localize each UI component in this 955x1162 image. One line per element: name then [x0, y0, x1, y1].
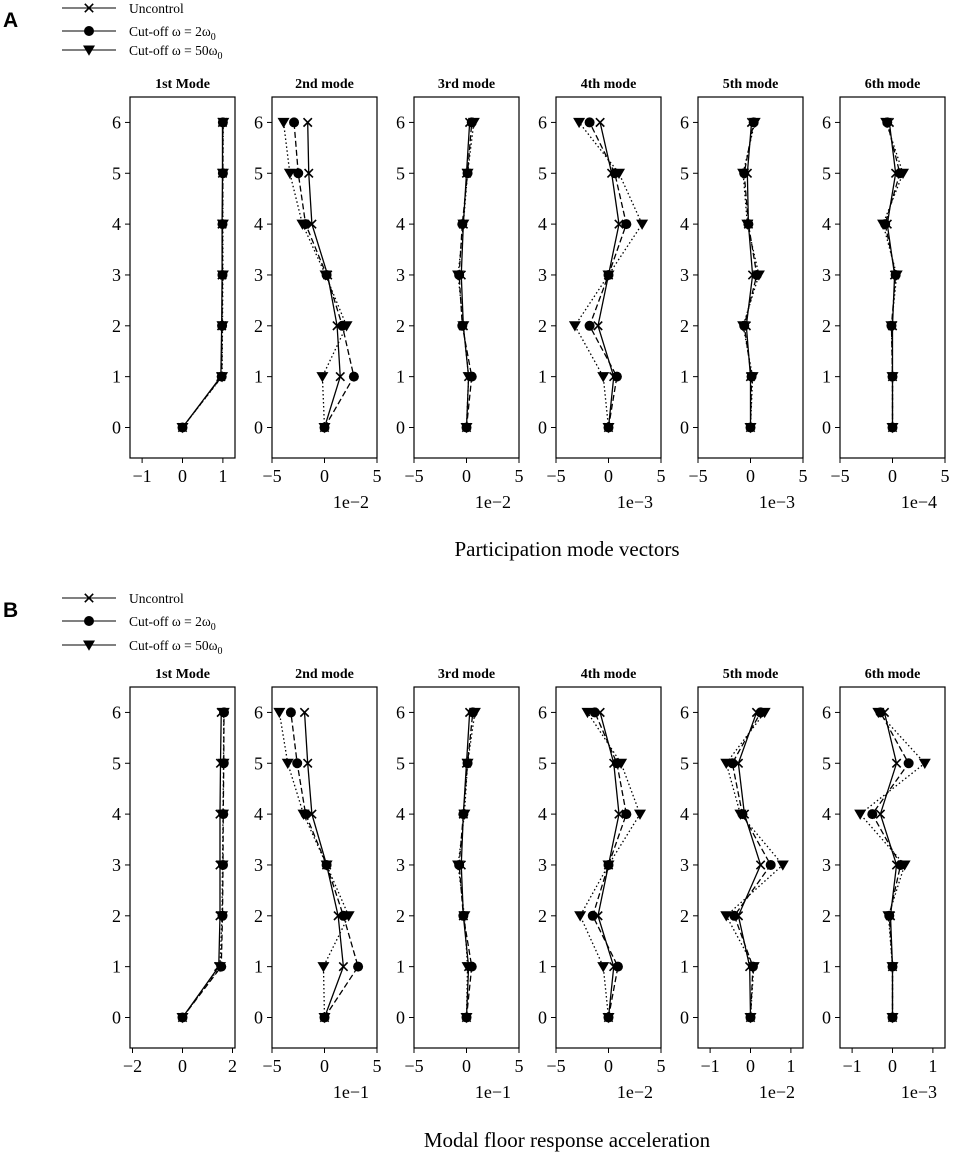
series-3 — [720, 708, 789, 1023]
y-tick-label: 3 — [112, 264, 121, 285]
data-point — [585, 321, 595, 331]
y-tick-label: 6 — [112, 702, 121, 723]
y-tick-label: 4 — [396, 804, 405, 825]
subplot-6 — [822, 667, 945, 1102]
y-tick-label: 3 — [112, 854, 121, 875]
y-tick-label: 6 — [680, 112, 689, 133]
x-tick-label: 5 — [514, 1056, 524, 1076]
x-scale-label: 1e−2 — [474, 492, 511, 512]
legend-label-text: Cut-off ω = 50ω — [129, 638, 218, 653]
data-point — [597, 372, 609, 382]
subplot-title: 2nd mode — [295, 667, 354, 682]
data-point — [766, 860, 776, 870]
subplot-5 — [680, 667, 803, 1102]
data-point — [597, 962, 609, 972]
y-tick-label: 2 — [254, 315, 263, 336]
data-point — [574, 911, 586, 921]
subplot-2 — [254, 77, 382, 512]
data-point — [316, 372, 328, 382]
axes-frame — [414, 97, 519, 458]
legend-marker-triangle — [83, 641, 95, 651]
legend-label-2 — [129, 638, 223, 657]
y-tick-label: 1 — [396, 956, 405, 977]
x-tick-label: 5 — [372, 466, 382, 486]
data-point — [349, 372, 359, 382]
panel-a — [3, 1, 950, 561]
y-tick-label: 1 — [396, 366, 405, 387]
data-point — [292, 758, 302, 768]
axes-frame — [414, 687, 519, 1048]
y-tick-label: 0 — [112, 1007, 121, 1028]
x-tick-label: −5 — [404, 466, 424, 486]
subplot-4 — [538, 77, 666, 512]
x-scale-label: 1e−4 — [900, 492, 937, 512]
y-tick-label: 2 — [112, 315, 121, 336]
data-point — [273, 708, 285, 718]
subplot-3 — [396, 77, 524, 512]
data-point — [585, 117, 595, 127]
y-tick-label: 5 — [254, 163, 263, 184]
panel-label: A — [3, 9, 19, 32]
data-point — [278, 118, 290, 128]
series-line — [183, 712, 222, 1017]
legend-label-text: Uncontrol — [129, 591, 184, 606]
panel-label: B — [3, 599, 19, 622]
panel-caption: Modal floor response acceleration — [423, 1128, 711, 1152]
x-tick-label: 0 — [462, 1056, 471, 1076]
data-point — [282, 759, 294, 769]
series-line — [284, 122, 347, 427]
subplot-title: 4th mode — [580, 77, 637, 92]
y-tick-label: 4 — [822, 214, 831, 235]
data-point — [596, 118, 604, 126]
x-tick-label: −1 — [132, 466, 152, 486]
y-tick-label: 5 — [254, 753, 263, 774]
x-tick-label: 5 — [656, 466, 666, 486]
y-tick-label: 4 — [538, 804, 547, 825]
y-tick-label: 4 — [254, 804, 263, 825]
y-tick-label: 2 — [822, 315, 831, 336]
y-tick-label: 3 — [822, 264, 831, 285]
x-tick-label: −5 — [262, 466, 282, 486]
x-tick-label: 0 — [320, 1056, 329, 1076]
x-tick-label: −5 — [404, 1056, 424, 1076]
data-point — [569, 321, 581, 331]
legend — [62, 591, 223, 657]
series-line — [183, 122, 223, 427]
subplot-title: 2nd mode — [295, 77, 354, 92]
series-3 — [574, 708, 646, 1023]
x-tick-label: −5 — [688, 466, 708, 486]
y-tick-label: 0 — [396, 417, 405, 438]
y-tick-label: 3 — [822, 854, 831, 875]
legend-label-subscript: 0 — [217, 51, 223, 62]
y-tick-label: 0 — [254, 417, 263, 438]
data-point — [286, 707, 296, 717]
subplot-1 — [112, 667, 237, 1076]
subplot-title: 1st Mode — [155, 77, 210, 92]
series-3 — [452, 118, 480, 433]
subplot-title: 6th mode — [864, 667, 921, 682]
subplot-3 — [396, 667, 524, 1102]
x-tick-label: 0 — [746, 1056, 755, 1076]
y-tick-label: 5 — [112, 163, 121, 184]
x-tick-label: 5 — [656, 1056, 666, 1076]
y-tick-label: 3 — [396, 854, 405, 875]
series-3 — [273, 708, 354, 1023]
legend-label-text: Uncontrol — [129, 1, 184, 16]
y-tick-label: 4 — [112, 804, 121, 825]
subplot-5 — [680, 77, 808, 512]
series-2 — [727, 707, 775, 1022]
series-line — [732, 712, 770, 1017]
series-3 — [278, 118, 353, 433]
y-tick-label: 3 — [680, 264, 689, 285]
y-tick-label: 1 — [254, 366, 263, 387]
x-scale-label: 1e−1 — [474, 1082, 511, 1102]
legend-label-subscript: 0 — [210, 622, 216, 633]
y-tick-label: 2 — [822, 905, 831, 926]
x-tick-label: −5 — [546, 1056, 566, 1076]
y-tick-label: 6 — [822, 702, 831, 723]
y-tick-label: 3 — [254, 264, 263, 285]
data-point — [777, 860, 789, 870]
y-tick-label: 1 — [112, 366, 121, 387]
x-tick-label: 0 — [178, 466, 187, 486]
y-tick-label: 5 — [396, 163, 405, 184]
x-tick-label: 0 — [888, 466, 897, 486]
y-tick-label: 5 — [538, 753, 547, 774]
series-line — [279, 712, 348, 1017]
x-tick-label: 1 — [786, 1056, 796, 1076]
panel-caption: Participation mode vectors — [454, 537, 680, 561]
y-tick-label: 6 — [254, 112, 263, 133]
x-tick-label: 5 — [940, 466, 950, 486]
x-tick-label: 2 — [228, 1056, 237, 1076]
y-tick-label: 4 — [396, 214, 405, 235]
y-tick-label: 5 — [680, 753, 689, 774]
x-tick-label: 0 — [462, 466, 471, 486]
subplot-title: 5th mode — [722, 77, 779, 92]
data-point — [876, 810, 884, 818]
subplot-title: 1st Mode — [155, 667, 210, 682]
y-tick-label: 4 — [680, 214, 689, 235]
subplot-title: 5th mode — [722, 667, 779, 682]
data-point — [634, 810, 646, 820]
series-line — [738, 712, 760, 1017]
y-tick-label: 3 — [538, 264, 547, 285]
x-tick-label: −5 — [830, 466, 850, 486]
y-tick-label: 4 — [822, 804, 831, 825]
data-point — [867, 809, 877, 819]
y-tick-label: 6 — [538, 112, 547, 133]
x-scale-label: 1e−2 — [332, 492, 369, 512]
series-3 — [569, 118, 648, 433]
data-point — [621, 219, 631, 229]
y-tick-label: 6 — [396, 702, 405, 723]
x-scale-label: 1e−3 — [616, 492, 653, 512]
x-tick-label: 0 — [178, 1056, 187, 1076]
y-tick-label: 4 — [254, 214, 263, 235]
series-line — [880, 712, 896, 1017]
y-tick-label: 3 — [396, 264, 405, 285]
y-tick-label: 1 — [680, 956, 689, 977]
data-point — [573, 118, 585, 128]
data-point — [613, 962, 623, 972]
subplot-title: 6th mode — [864, 77, 921, 92]
subplot-title: 3rd mode — [437, 667, 496, 682]
data-point — [636, 220, 648, 230]
y-tick-label: 2 — [254, 905, 263, 926]
y-tick-label: 5 — [538, 163, 547, 184]
y-tick-label: 3 — [538, 854, 547, 875]
data-point — [612, 372, 622, 382]
x-scale-label: 1e−1 — [332, 1082, 369, 1102]
data-point — [919, 759, 931, 769]
x-tick-label: −1 — [842, 1056, 862, 1076]
legend-label-subscript: 0 — [217, 646, 223, 657]
y-tick-label: 1 — [112, 956, 121, 977]
y-tick-label: 1 — [822, 366, 831, 387]
y-tick-label: 0 — [112, 417, 121, 438]
y-tick-label: 2 — [680, 315, 689, 336]
y-tick-label: 0 — [822, 417, 831, 438]
y-tick-label: 0 — [538, 417, 547, 438]
y-tick-label: 5 — [680, 163, 689, 184]
y-tick-label: 3 — [680, 854, 689, 875]
legend-label-0 — [129, 1, 184, 16]
x-tick-label: −5 — [546, 466, 566, 486]
subplot-1 — [112, 77, 235, 486]
y-tick-label: 6 — [254, 702, 263, 723]
data-point — [353, 962, 363, 972]
y-tick-label: 6 — [822, 112, 831, 133]
y-tick-label: 0 — [680, 417, 689, 438]
legend — [62, 1, 223, 62]
series-3 — [177, 708, 230, 1023]
y-tick-label: 4 — [112, 214, 121, 235]
y-tick-label: 1 — [538, 956, 547, 977]
subplot-title: 4th mode — [580, 667, 637, 682]
y-tick-label: 0 — [538, 1007, 547, 1028]
legend-marker-triangle — [83, 46, 95, 56]
y-tick-label: 5 — [112, 753, 121, 774]
x-tick-label: 0 — [604, 1056, 613, 1076]
panel-b — [3, 591, 945, 1152]
x-tick-label: 0 — [888, 1056, 897, 1076]
y-tick-label: 2 — [396, 905, 405, 926]
legend-label-1 — [129, 614, 216, 633]
y-tick-label: 5 — [396, 753, 405, 774]
legend-marker-circle — [84, 616, 94, 626]
series-1 — [734, 708, 765, 1021]
series-3 — [177, 118, 230, 433]
y-tick-label: 2 — [538, 905, 547, 926]
data-point — [892, 759, 900, 767]
x-tick-label: 0 — [320, 466, 329, 486]
legend-label-0 — [129, 591, 184, 606]
x-scale-label: 1e−3 — [900, 1082, 937, 1102]
legend-marker-circle — [84, 26, 94, 36]
subplot-4 — [538, 667, 666, 1102]
y-tick-label: 0 — [396, 1007, 405, 1028]
y-tick-label: 2 — [112, 905, 121, 926]
y-tick-label: 4 — [680, 804, 689, 825]
x-tick-label: 0 — [604, 466, 613, 486]
y-tick-label: 5 — [822, 753, 831, 774]
y-tick-label: 0 — [822, 1007, 831, 1028]
data-point — [588, 911, 598, 921]
x-scale-label: 1e−2 — [616, 1082, 653, 1102]
x-tick-label: −2 — [122, 1056, 143, 1076]
legend-label-subscript: 0 — [210, 32, 216, 43]
y-tick-label: 2 — [680, 905, 689, 926]
data-point — [756, 861, 764, 869]
subplot-title: 3rd mode — [437, 77, 496, 92]
x-tick-label: −1 — [700, 1056, 720, 1076]
subplot-6 — [822, 77, 950, 512]
y-tick-label: 6 — [538, 702, 547, 723]
y-tick-label: 1 — [680, 366, 689, 387]
y-tick-label: 6 — [112, 112, 121, 133]
y-tick-label: 1 — [254, 956, 263, 977]
y-tick-label: 0 — [680, 1007, 689, 1028]
y-tick-label: 6 — [680, 702, 689, 723]
x-tick-label: 5 — [372, 1056, 382, 1076]
y-tick-label: 6 — [396, 112, 405, 133]
y-tick-label: 1 — [538, 366, 547, 387]
data-point — [904, 758, 914, 768]
y-tick-label: 2 — [538, 315, 547, 336]
x-tick-label: 0 — [746, 466, 755, 486]
y-tick-label: 4 — [538, 214, 547, 235]
y-tick-label: 3 — [254, 854, 263, 875]
legend-label-text: Cut-off ω = 50ω — [129, 43, 218, 58]
y-tick-label: 5 — [822, 163, 831, 184]
x-scale-label: 1e−2 — [758, 1082, 795, 1102]
x-tick-label: 5 — [514, 466, 524, 486]
data-point — [621, 809, 631, 819]
legend-label-text: Cut-off ω = 2ω — [129, 24, 211, 39]
data-point — [317, 962, 329, 972]
y-tick-label: 0 — [254, 1007, 263, 1028]
x-tick-label: 1 — [218, 466, 228, 486]
x-scale-label: 1e−3 — [758, 492, 795, 512]
x-tick-label: −5 — [262, 1056, 282, 1076]
y-tick-label: 2 — [396, 315, 405, 336]
x-tick-label: 1 — [928, 1056, 938, 1076]
y-tick-label: 1 — [822, 956, 831, 977]
legend-label-text: Cut-off ω = 2ω — [129, 614, 211, 629]
legend-label-2 — [129, 43, 223, 62]
data-point — [289, 117, 299, 127]
series-line — [183, 712, 225, 1017]
legend-label-1 — [129, 24, 216, 43]
x-tick-label: 5 — [798, 466, 808, 486]
subplot-2 — [254, 667, 382, 1102]
